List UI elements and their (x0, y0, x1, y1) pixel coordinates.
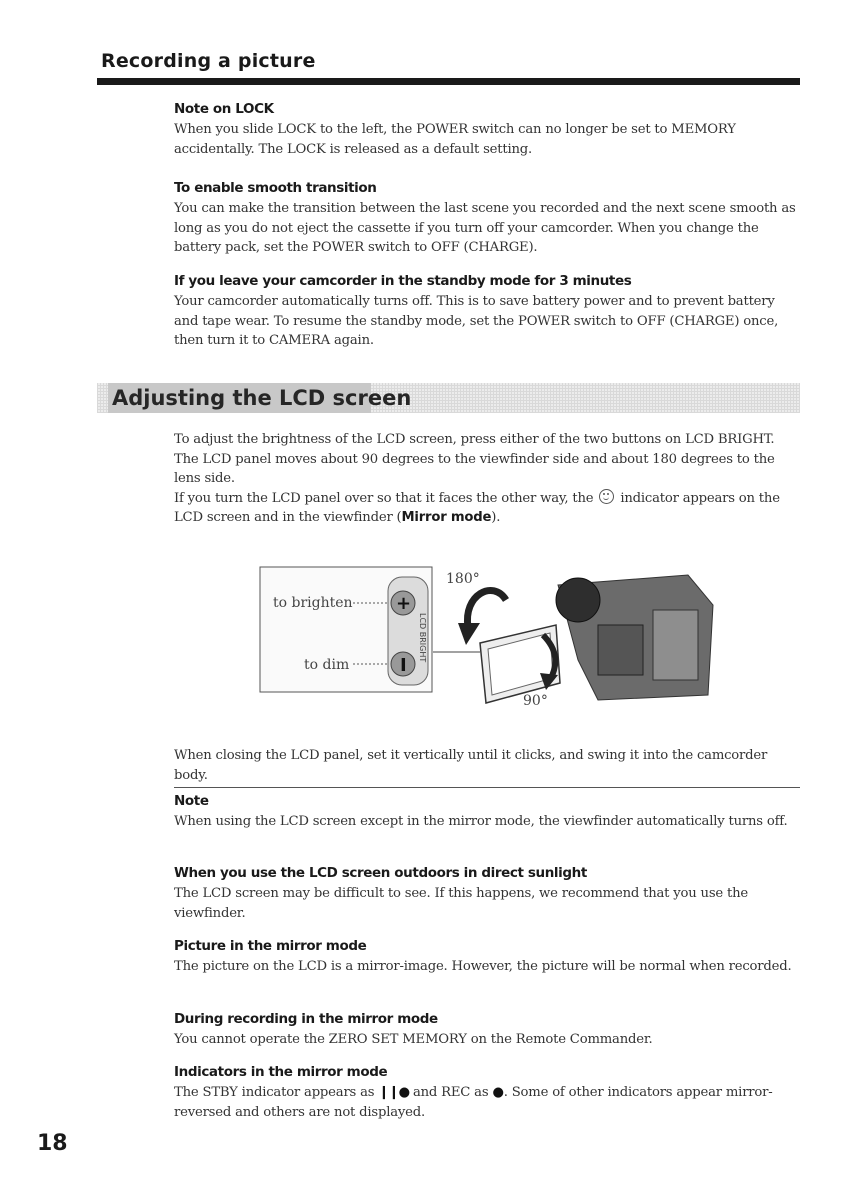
para3-part-c: ). (491, 510, 501, 525)
rec-dot-icon: ● (492, 1085, 504, 1100)
lcd-brightness-figure (258, 565, 728, 710)
para3-part-b: indicator appears on the LCD screen and in the viewfinder ( (174, 490, 780, 525)
indicators-text-2: and REC as (412, 1085, 489, 1100)
page-number: 18 (37, 1131, 68, 1156)
note-text: You cannot operate the ZERO SET MEMORY on the Remote Commander. (174, 1032, 653, 1047)
note-heading: Picture in the mirror mode (174, 938, 367, 954)
page-title: Recording a picture (101, 50, 316, 72)
note-heading: Note (174, 793, 209, 809)
note-text: You can make the transition between the last scene you recorded and the next scene smooth as long as you do not eject the cassette if you turn off your camcorder. When you change the battery pack, set the POWER switch to OFF (CHARGE). (174, 201, 796, 255)
note-mirror-viewfinder (174, 793, 800, 832)
note-heading: Indicators in the mirror mode (174, 1064, 388, 1080)
note-text: Your camcorder automatically turns off. This is to save battery power and to prevent battery and tape wear. To resume the standby mode, set the POWER switch to OFF (CHARGE) once, then turn it to CAMERA again. (174, 294, 779, 348)
para3-part-a: If you turn the LCD panel over so that it faces the other way, the (174, 490, 594, 506)
note-text (174, 1083, 800, 1122)
section-para-2: The LCD panel moves about 90 degrees to the viewfinder side and about 180 degrees to the lens side. (174, 451, 775, 486)
note-heading: Note on LOCK (174, 101, 274, 117)
camcorder-buttons (598, 625, 643, 675)
note-text: When using the LCD screen except in the mirror mode, the viewfinder automatically turns off. (174, 814, 788, 829)
notes-divider (174, 787, 800, 788)
section-body (174, 430, 800, 528)
plus-icon: + (396, 593, 412, 614)
section-para-3 (174, 489, 800, 528)
to-brighten-label: to brighten (273, 595, 353, 611)
note-text: The LCD screen may be difficult to see. If this happens, we recommend that you use the viewfinder. (174, 886, 748, 921)
indicators-text-3: . Some of other indicators appear mirror-reversed and others are not displayed. (174, 1085, 773, 1120)
section-para-1: To adjust the brightness of the LCD screen, press either of the two buttons on LCD BRIGHT. (174, 432, 775, 447)
note-smooth-transition (174, 180, 800, 258)
rotate-180-arrow (467, 591, 506, 627)
camcorder-side-panel (653, 610, 698, 680)
note-lock (174, 101, 800, 159)
note-text: When you slide LOCK to the left, the POWER switch can no longer be set to MEMORY accidentally. The LOCK is released as a default setting. (174, 122, 736, 157)
closing-instruction (174, 746, 800, 785)
note-heading: If you leave your camcorder in the standby mode for 3 minutes (174, 273, 632, 289)
angle-90-label: 90° (523, 693, 548, 709)
to-dim-label: to dim (304, 657, 350, 673)
note-heading: To enable smooth transition (174, 180, 377, 196)
note-indicators-mirror (174, 1064, 800, 1122)
mirror-mode-label: Mirror mode (401, 510, 492, 525)
header-rule (97, 78, 800, 85)
note-recording-mirror (174, 1011, 800, 1050)
lcd-bright-label: LCD BRIGHT (418, 613, 427, 663)
note-heading: When you use the LCD screen outdoors in direct sunlight (174, 865, 587, 881)
note-picture-mirror (174, 938, 800, 977)
stby-pause-icon: ❙❙● (378, 1085, 409, 1100)
indicators-text-1: The STBY indicator appears as (174, 1085, 375, 1100)
note-sunlight (174, 865, 800, 923)
note-text: The picture on the LCD is a mirror-image. However, the picture will be normal when recorded. (174, 959, 792, 974)
minus-icon: I (400, 655, 407, 676)
note-standby (174, 273, 800, 351)
mirror-indicator-icon (599, 489, 614, 504)
note-heading: During recording in the mirror mode (174, 1011, 438, 1027)
closing-text: When closing the LCD panel, set it vertically until it clicks, and swing it into the camcorder body. (174, 748, 768, 783)
rotate-180-arrowhead-icon (458, 623, 480, 645)
camcorder-lens (556, 578, 600, 622)
angle-180-label: 180° (446, 571, 480, 587)
section-title: Adjusting the LCD screen (112, 386, 412, 410)
